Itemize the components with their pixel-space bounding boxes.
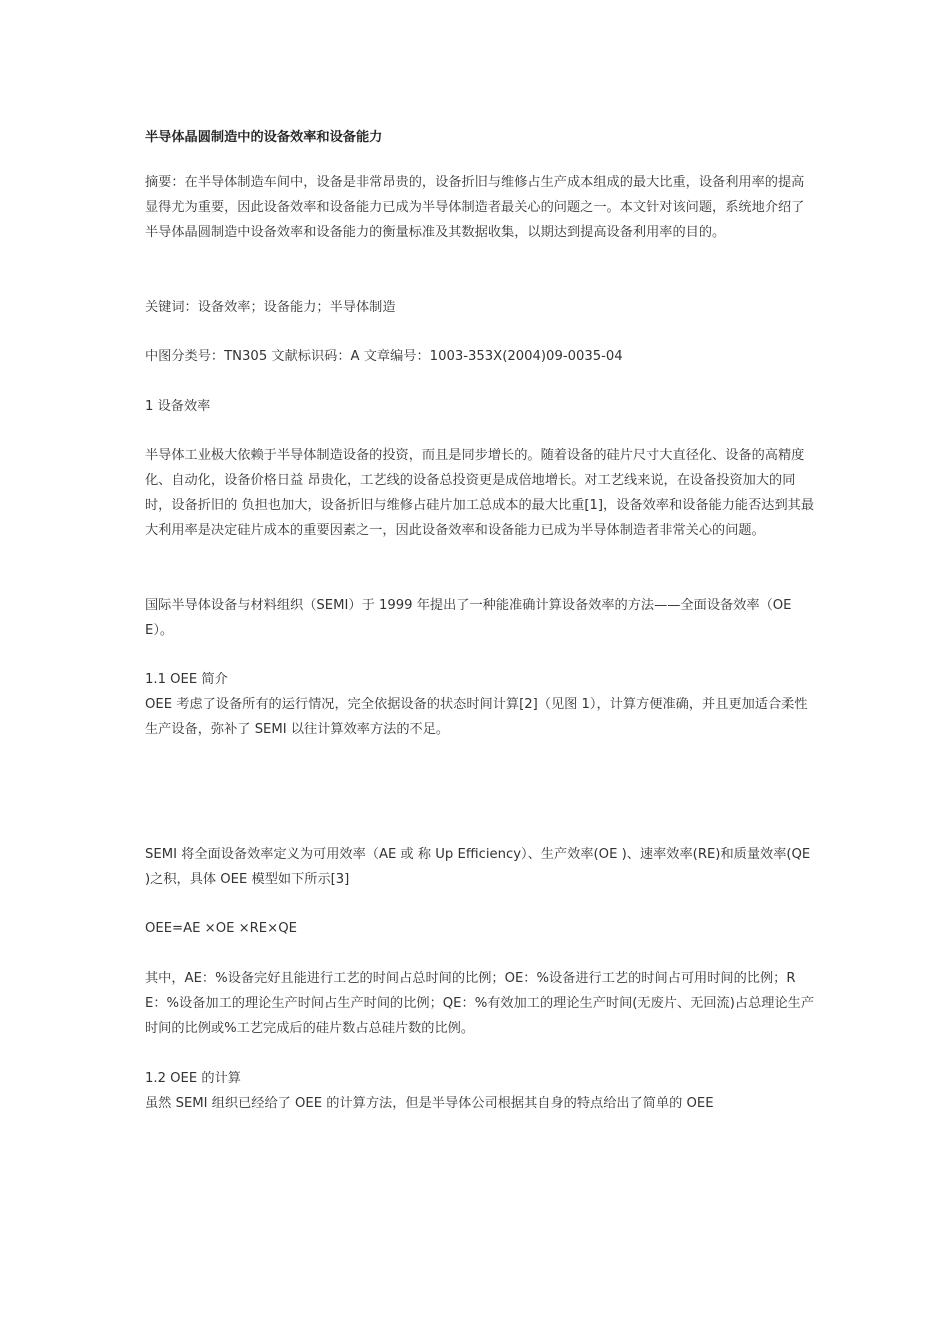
section-1-paragraph-1: 半导体工业极大依赖于半导体制造设备的投资，而且是同步增长的。随着设备的硅片尺寸大直径化、设备的高精度化、自动化，设备价格日益 昂贵化，工艺线的设备总投资更是成倍地增长。对工艺线来说，在设备投资加大的同时，设备折旧的 负担也加大，设备折旧与维修占硅片加工总成本的最大比重[1]，设备效率和设备能力能否达到其最大利用率是决定硅片成本的重要因素之一，因此设备效率和设备能力已成为半导体制造者非常关心的问题。 <box>145 448 815 538</box>
section-1-2-paragraph: 虽然 SEMI 组织已经给了 OEE 的计算方法，但是半导体公司根据其自身的特点给出了简单的 OEE <box>145 1096 714 1111</box>
section-1-2-heading: 1.2 OEE 的计算 <box>145 1071 241 1086</box>
abstract-paragraph: 摘要：在半导体制造车间中，设备是非常昂贵的，设备折旧与维修占生产成本组成的最大比重，设备利用率的提高显得尤为重要，因此设备效率和设备能力已成为半导体制造者最关心的问题之一。本文针对该问题，系统地介绍了半导体晶圆制造中设备效率和设备能力的衡量标准及其数据收集，以期达到提高设备利用率的目的。 <box>145 175 805 240</box>
article-title: 半导体晶圆制造中的设备效率和设备能力 <box>145 130 383 145</box>
semi-definition-paragraph: SEMI 将全面设备效率定义为可用效率（AE 或 称 Up Efficiency）、生产效率(OE )、速率效率(RE)和质量效率(QE )之积，具体 OEE 模型如下所示[3] <box>145 847 811 887</box>
section-1-1-paragraph: OEE 考虑了设备所有的运行情况，完全依据设备的状态时间计算[2]（见图 1），计算方便准确，并且更加适合柔性生产设备，弥补了 SEMI 以往计算效率方法的不足。 <box>145 697 808 737</box>
section-1-heading: 1 设备效率 <box>145 399 211 414</box>
section-1-paragraph-2: 国际半导体设备与材料组织（SEMI）于 1999 年提出了一种能准确计算设备效率的方法——全面设备效率（OEE）。 <box>145 598 792 638</box>
definitions-paragraph: 其中，AE：%设备完好且能进行工艺的时间占总时间的比例；OE：%设备进行工艺的时间占可用时间的比例；RE：%设备加工的理论生产时间占生产时间的比例；QE：%有效加工的理论生产时间(无废片、无回流)占总理论生产时间的比例或%工艺完成后的硅片数占总硅片数的比例。 <box>145 971 815 1036</box>
section-1-1-heading: 1.1 OEE 简介 <box>145 672 228 687</box>
keywords-line: 关键词：设备效率；设备能力；半导体制造 <box>145 300 396 315</box>
classification-line: 中图分类号：TN305 文献标识码：A 文章编号：1003-353X(2004)09-0035-04 <box>145 349 623 364</box>
oee-formula: OEE=AE ×OE ×RE×QE <box>145 921 297 936</box>
